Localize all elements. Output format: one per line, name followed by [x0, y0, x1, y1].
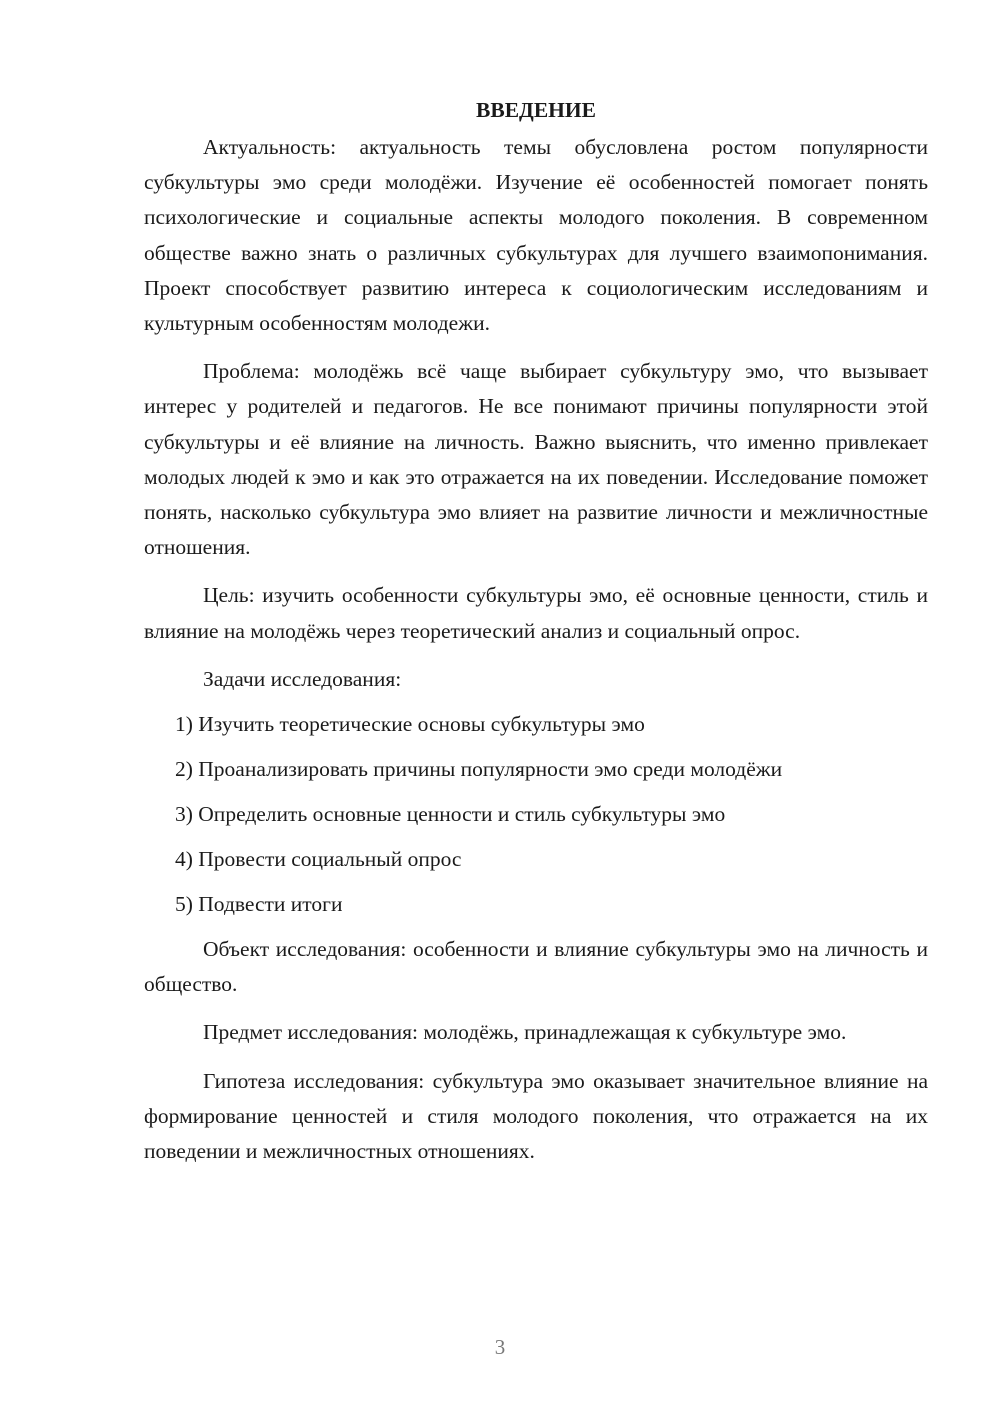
hypothesis-paragraph: Гипотеза исследования: субкультура эмо оказывает значительное влияние на формирование ценностей и стиля молодого поколения, что отражается на их поведении и межличностных отношениях.: [144, 1068, 928, 1164]
task-item: 2) Проанализировать причины популярности эмо среди молодёжи: [175, 757, 783, 782]
goal-paragraph: Цель: изучить особенности субкультуры эмо, её основные ценности, стиль и влияние на молодёжь через теоретический анализ и социальный опрос.: [144, 583, 928, 643]
object-paragraph: Объект исследования: особенности и влияние субкультуры эмо на личность и общество.: [144, 937, 928, 997]
subject-paragraph: Предмет исследования: молодёжь, принадлежащая к субкультуре эмо.: [203, 1020, 847, 1045]
relevance-paragraph: Актуальность: актуальность темы обусловлена ростом популярности субкультуры эмо среди молодёжи. Изучение её особенностей помогает понять психологические и социальные аспекты молодого поколения. В современном обществе важно знать о различных субкультурах для лучшего взаимопонимания. Проект способствует развитию интереса к социологическим исследованиям и культурным особенностям молодежи.: [144, 135, 928, 336]
problem-paragraph: Проблема: молодёжь всё чаще выбирает субкультуру эмо, что вызывает интерес у родителей и педагогов. Не все понимают причины популярности этой субкультуры и её влияние на личность. Важно выяснить, что именно привлекает молодых людей к эмо и как это отражается на их поведении. Исследование поможет понять, насколько субкультура эмо влияет на развитие личности и межличностные отношения.: [144, 359, 928, 560]
task-item: 4) Провести социальный опрос: [175, 847, 462, 872]
task-item: 3) Определить основные ценности и стиль субкультуры эмо: [175, 802, 726, 827]
tasks-heading: Задачи исследования:: [203, 666, 402, 691]
page-number: 3: [494, 1335, 506, 1359]
page-content: [144, 95, 928, 1182]
task-item: 5) Подвести итоги: [175, 892, 343, 917]
section-heading: ВВЕДЕНИЕ: [476, 98, 596, 122]
tasks-list: [144, 707, 928, 922]
task-item: 1) Изучить теоретические основы субкультуры эмо: [175, 712, 645, 737]
